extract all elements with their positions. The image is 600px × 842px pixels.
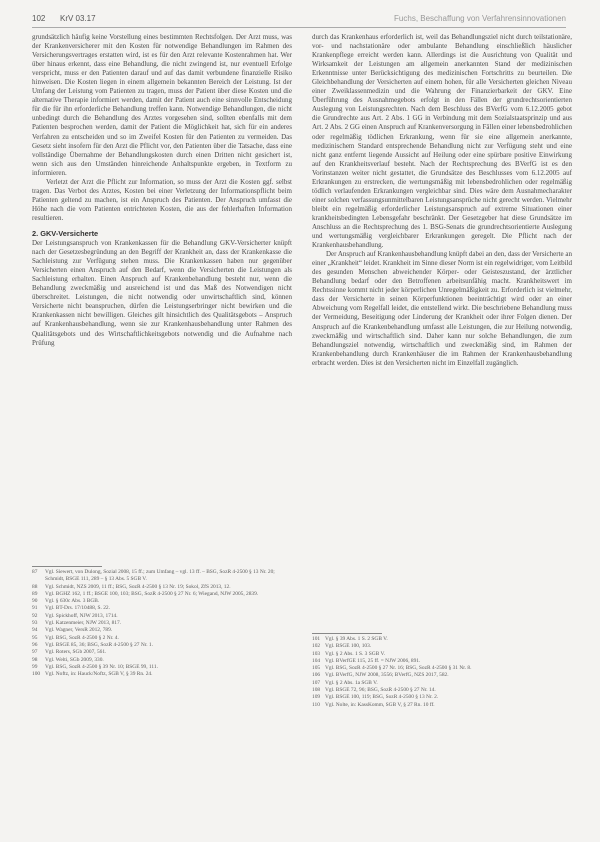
footnote: [312, 702, 574, 709]
footnote: [312, 651, 574, 658]
footnote: [32, 620, 294, 627]
footnote-number: 90: [32, 598, 38, 605]
journal-name: KrV 03.17: [60, 14, 96, 23]
footnote-number: 96: [32, 641, 38, 648]
footnote-text: Vgl. Roters, SGb 2007, 561.: [45, 649, 107, 656]
footnote: [32, 627, 294, 634]
footnote: [32, 584, 294, 591]
body-paragraph: grundsätzlich häufig keine Vorstellung eines bestimmten Rechtsfolgen. Der Arzt muss, was der Krankenversicherer mit den Kosten für notwendige Behandlungen im Rahmen des Versicherungsvertrages erstatten wird, ist es für den Arzt relevante Kostenrahmen hat. Wer über hinaus erkennt, dass eine Behandlung, die nicht zwingend ist, nur eventuell Erfolge verspricht, muss er den Patienten darauf und auf das damit verbundene finanzielle Risiko hinweisen. Die Kosten liegen in einem allgemein bekannten Bereich der Leistung. Ist der Umfang der Leistung vom Patienten zu tragen, muss der Patient über diese Kosten und die alternative Therapie informiert werden, damit der Patient auch eine sinnvolle Entscheidung für die für ihn erforderliche Behandlung treffen kann. Notwendige Behandlungen, die nicht unbedingt durch die Behandlung des Arztes vorgesehen sind, sollten ebenfalls mit dem Patienten besprochen werden, damit der Patient die Möglichkeit hat, sich für ein anderes Verfahren zu entscheiden und so im Zweifel Kosten für den Patienten zu vermeiden. Das Gesetz sieht insofern für den Arzt die Pflicht vor, den Patienten über die Tatsache, dass eine vollständige Übernahme der Behandlungskosten durch einen Dritten nicht gesichert ist, wenn sich aus den Umständen hinreichende Anhaltspunkte ergeben, in Textform zu informieren.: [32, 33, 292, 177]
page-number: 102: [32, 14, 46, 23]
footnote-rule: [32, 566, 102, 567]
footnote-text: Vgl. BSG, SozR 4-2500 § 2 Nr. 4.: [45, 634, 119, 641]
header-rule: [32, 27, 566, 28]
footnote: [32, 591, 294, 598]
footnote-text: Vgl. Wagner, VersR 2012, 789.: [45, 627, 113, 634]
footnote: [312, 643, 574, 650]
footnote-number: 92: [32, 612, 38, 619]
footnote-text: Vgl. BSGE 100, 103.: [325, 643, 372, 650]
footnote-text: Vgl. Nolte, in: KassKomm, SGB V, § 27 Rn. 10 ff.: [325, 701, 435, 708]
footnote: [32, 635, 294, 642]
footnote-text: Vgl. BVerfGE 115, 25 ff. = NJW 2006, 891.: [325, 657, 421, 664]
footnote-number: 95: [32, 634, 38, 641]
body-paragraph: durch das Krankenhaus erforderlich ist, weil das Behandlungsziel nicht durch teilstationäre, vor- und nachstationäre oder ambulante Behandlung einschließlich häuslicher Krankenpflege erreicht werden kann. Allerdings ist die Ausrichtung von Qualität und Wirksamkeit der Leistungen am allgemein anerkannten Stand der medizinischen Erkenntnisse unter Berücksichtigung des medizinischen Fortschritts zu beurteilen. Die Gleichbehandlung der Versicherten auf einem hohen, für alle Versicherten gleichen Niveau einer Zweiklassenmedizin und die Wahrung der Finanzierbarkeit der GKV. Eine Überführung des Ausnahmegebots erfolgt in den Fällen der grundrechtsorientierten Auslegung von Leistungsrechten. Nach dem Beschluss des BVerfG vom 6.12.2005 gebot die Grundrechte aus Art. 2 Abs. 1 GG in Verbindung mit dem Sozialstaatsprinzip und aus Art. 2 Abs. 2 GG einen Anspruch auf Krankenversorgung in Fällen einer lebensbedrohlichen oder regelmäßig tödlichen Erkrankung, wenn für sie eine allgemein anerkannte, medizinischem Standard entsprechende Behandlung nicht zur Verfügung steht und eine nicht ganz entfernt liegende Aussicht auf Heilung oder eine spürbare positive Einwirkung auf den Krankheitsverlauf besteht. Nach der Rechtsprechung des BVerfG ist es den Vorinstanzen weiter nicht gestattet, die Grundsätze des Beschlusses vom 6.12.2005 auf Erkrankungen zu erstrecken, die wertungsmäßig mit lebensbedrohlichen oder regelmäßig tödlich verlaufenden Erkrankungen vergleichbar sind. Dies wäre dem Ausnahmecharakter einer solchen verfassungsunmittelbaren Leistungsansprüche nicht gerecht werden. Vielmehr bleibt ein regelmäßig erforderlicher Leistungsanspruch auf extreme Situationen einer krankheitsbedingten Lebensgefahr beschränkt. Der Gesetzgeber hat diese Grundsätze im Anschluss an die Rechtsprechung des 1. BSG-Senats die grundrechtsorientierte Auslegung und wertungsmäßig vergleichbarer Erkrankungen geregelt. Die Pflicht nach der Krankenhausbehandlung.: [312, 33, 572, 250]
footnote-number: 103: [312, 650, 321, 657]
footnote-number: 94: [32, 627, 38, 634]
footnote-number: 99: [32, 663, 38, 670]
footnote: [312, 680, 574, 687]
footnote-text: Vgl. Welti, SGb 2009, 330.: [45, 656, 104, 663]
footnote: [312, 636, 574, 643]
footnote: [312, 658, 574, 665]
footnote: [32, 605, 294, 612]
footnote-text: Vgl. Siewert, von Dulong, Sozial 2008, 15 ff.; zum Umfang – vgl. 13 ff. – BSG, SozR 4-2500 § 13 Nr. 20; Schmidt, BSGE 111, 289 – § 13 Abs. 5 SGB V.: [45, 569, 275, 583]
footnote-text: Vgl. § 2 Abs. 1 S. 3 SGB V.: [325, 650, 386, 657]
footnote-text: Vgl. Spickhoff, NJW 2013, 1714.: [45, 612, 118, 619]
footnote-number: 107: [312, 679, 321, 686]
footnote-number: 100: [32, 671, 41, 678]
footnote-text: Vgl. BVerfG, NJW 2008, 3556; BVerfG, NZS 2017, 582.: [325, 672, 449, 679]
footnote-number: 110: [312, 701, 320, 708]
body-paragraph: Der Anspruch auf Krankenhausbehandlung knüpft dabei an den, dass der Versicherte an einer „Krankheit“ leidet. Krankheit im Sinne dieser Norm ist ein regelwidriger, vom Leitbild des gesunden Menschen abweichender Körper- oder Geisteszustand, der ärztlicher Behandlung bedarf oder den Betroffenen arbeitsunfähig macht. Krankheitswert im Rechtssinne kommt nicht jeder körperlichen Unregelmäßigkeit zu. Erforderlich ist vielmehr, dass der Versicherte in seinen Körperfunktionen beeinträchtigt wird oder an einer Abweichung vom Regelfall leidet, die entstellend wirkt. Die beschriebene Behandlung muss der Vermeidung, Beseitigung oder Linderung der Krankheit oder ihrer Folgen dienen. Der Anspruch auf die Krankenbehandlung umfasst alle Leistungen, die zur Heilung notwendig, zweckmäßig und wirtschaftlich sind. Daher kann nur solche Behandlungen, die zum Behandlungsziel notwendig, wirtschaftlich und zweckmäßig sind, im Rahmen der Krankenbehandlung durch Krankenhäuser die im Rahmen der Krankenhausbehandlung erbracht werden. Dies ist den Versicherten nicht im Einzelfall zugänglich.: [312, 250, 572, 367]
footnote-text: Vgl. BSGE 100, 119; BSG, SozR 4-2500 § 13 Nr. 2.: [325, 694, 439, 701]
footnote: [32, 569, 294, 584]
footnote-text: Vgl. Noftz, in: Hauck/Noftz, SGB V, § 39 Rn. 24.: [45, 671, 153, 678]
footnote: [312, 672, 574, 679]
footnote: [32, 649, 294, 656]
footnote: [32, 613, 294, 620]
footnote-text: Vgl. § 630c Abs. 3 BGB.: [45, 598, 100, 605]
footnote: [32, 671, 294, 678]
body-paragraph: Verletzt der Arzt die Pflicht zur Information, so muss der Arzt die Kosten ggf. selbst tragen. Das Verbot des Arztes, Kosten bei einer Verletzung der Informationspflicht beim Patienten geltend zu machen, ist ein Anspruch des Patienten. Der Anspruch umfasst die Höhe nach die vom Patienten entrichteten Kosten, die aus der fehlerhaften Information resultieren.: [32, 177, 292, 222]
footnotes-right: [312, 636, 574, 709]
footnote: [312, 687, 574, 694]
right-column: [312, 33, 572, 368]
footnote: [312, 694, 574, 701]
running-title: Fuchs, Beschaffung von Verfahrensinnovationen: [394, 14, 566, 23]
footnote: [32, 657, 294, 664]
footnote-text: Vgl. § 2 Abs. 1a SGB V.: [325, 679, 378, 686]
footnote-text: Vgl. BSG, SozR 4-2500 § 39 Nr. 10; BSGE 99, 111.: [45, 663, 158, 670]
footnote-number: 102: [312, 643, 321, 650]
footnote-number: 104: [312, 657, 321, 664]
footnote-text: Vgl. BSGE 72, 96; BSG, SozR 4-2500 § 27 Nr. 14.: [325, 687, 436, 694]
footnote-text: Vgl. BGHZ 162, 1 ff.; BSGE 100, 103; BSG, SozR 4-2500 § 27 Nr. 6; Wiegand, NJW 2005, 2839.: [45, 590, 259, 597]
footnote-number: 87: [32, 569, 38, 575]
footnote: [32, 598, 294, 605]
footnote-text: Vgl. § 39 Abs. 1 S. 2 SGB V.: [325, 636, 388, 642]
footnote-number: 108: [312, 687, 321, 694]
footnote-number: 105: [312, 665, 321, 672]
footnote-rule: [312, 633, 382, 634]
footnote-number: 98: [32, 656, 38, 663]
footnote: [32, 642, 294, 649]
footnote-number: 88: [32, 583, 38, 590]
footnote-number: 101: [312, 636, 321, 642]
footnote-number: 97: [32, 649, 38, 656]
footnote-text: Vgl. BT-Drs. 17/10488, S. 22.: [45, 605, 110, 612]
body-paragraph: Der Leistungsanspruch von Krankenkassen für die Behandlung GKV-Versicherter knüpft nach der Gesetzesbegründung an den Begriff der Krankheit an, dass der Krankenkasse die Sachleistung zur Verfügung stehen muss. Die Krankenkassen haben nur gegenüber Versicherten einen Anspruch auf den Bedarf, wenn die Versicherten die Leistungen als Sachleistung erhalten. Einen Anspruch auf Krankenbehandlung besteht nur, wenn die Behandlung zweckmäßig und ausreichend ist und das Maß des Notwendigen nicht überschreitet. Leistungen, die nicht notwendig oder unwirtschaftlich sind, können Versicherte nicht beanspruchen, dürfen die Leistungserbringer nicht bewirken und die Krankenkassen nicht bewilligen. Gleiches gilt hinsichtlich des Qualitätsgebots – Anspruch auf Krankenhausbehandlung, wenn sie zur Krankenhausbehandlung unter Rahmen des Qualitätsgebots und des Wirtschaftlichkeitsgebots notwendig und die Aufnahme nach Prüfung: [32, 239, 292, 347]
footnote-text: Vgl. Schmidt, NZS 2009, 11 ff.; BSG, SozR 4-2500 § 13 Nr. 19; Sokol, ZfS 2013, 12.: [45, 583, 231, 590]
page-header: [32, 12, 566, 28]
section-heading: 2. GKV-Versicherte: [32, 228, 99, 238]
left-column: [32, 33, 292, 348]
footnote-number: 89: [32, 590, 38, 597]
footnote-number: 109: [312, 694, 321, 701]
footnote-number: 93: [32, 620, 38, 627]
footnote-text: Vgl. BSG, SozR 4-2500 § 27 Nr. 16; BSG, SozR 4-2500 § 31 Nr. 8.: [325, 665, 472, 672]
footnote-text: Vgl. BSGE 85, 36; BSG, SozR 4-2500 § 27 Nr. 1.: [45, 641, 153, 648]
footnotes-left: [32, 569, 294, 678]
footnote-number: 106: [312, 672, 321, 679]
footnote-text: Vgl. Katzenmeier, NJW 2013, 817.: [45, 620, 122, 627]
footnote-number: 91: [32, 605, 38, 612]
